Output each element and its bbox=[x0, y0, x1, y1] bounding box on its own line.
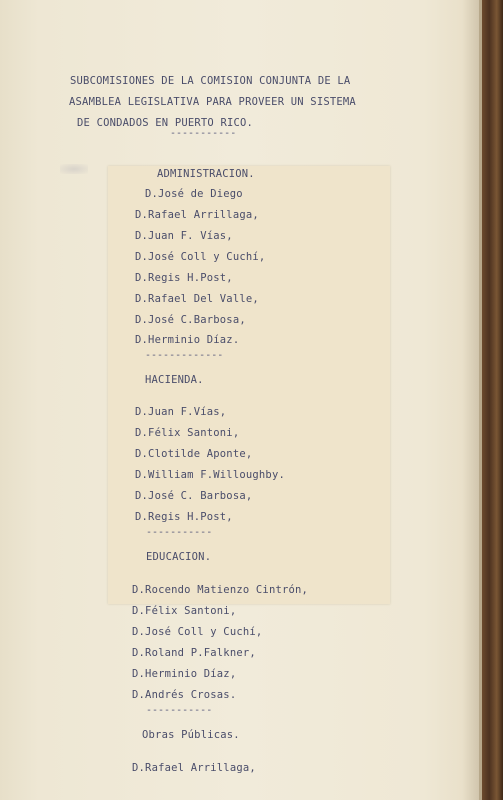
book-binding bbox=[482, 0, 503, 800]
member-line: D.José Coll y Cuchí, bbox=[132, 626, 263, 638]
member-line: D.José Coll y Cuchí, bbox=[135, 251, 266, 263]
member-line: D.Rafael Arrillaga, bbox=[135, 209, 259, 221]
member-line: D.Regis H.Post, bbox=[135, 511, 233, 523]
section-title-educacion: EDUCACION. bbox=[146, 551, 212, 563]
member-line: D.Juan F.Vías, bbox=[135, 406, 227, 418]
section-rule: ------------- bbox=[145, 350, 224, 361]
member-line: D.Herminio Díaz. bbox=[135, 334, 240, 346]
member-line: D.Rafael Arrillaga, bbox=[132, 762, 256, 774]
section-rule: ----------- bbox=[146, 705, 213, 716]
member-line: D.Herminio Díaz, bbox=[132, 668, 237, 680]
member-line: D.Clotilde Aponte, bbox=[135, 448, 253, 460]
member-line: D.José C.Barbosa, bbox=[135, 314, 246, 326]
member-line: D.Roland P.Falkner, bbox=[132, 647, 256, 659]
section-title-hacienda: HACIENDA. bbox=[145, 374, 204, 386]
heading-line-1: SUBCOMISIONES DE LA COMISION CONJUNTA DE LA bbox=[70, 75, 351, 87]
section-title-obras-publicas: Obras Públicas. bbox=[142, 729, 240, 741]
heading-line-3: DE CONDADOS EN PUERTO RICO. bbox=[77, 117, 254, 129]
member-line: D.José de Diego bbox=[145, 188, 243, 200]
member-line: D.Rafael Del Valle, bbox=[135, 293, 259, 305]
heading-line-2: ASAMBLEA LEGISLATIVA PARA PROVEER UN SISTEMA bbox=[69, 96, 356, 108]
member-line: D.Félix Santoni, bbox=[132, 605, 237, 617]
member-line: D.Félix Santoni, bbox=[135, 427, 240, 439]
ink-smudge bbox=[60, 164, 88, 174]
section-title-administracion: ADMINISTRACION. bbox=[157, 168, 255, 180]
member-line: D.Regis H.Post, bbox=[135, 272, 233, 284]
member-line: D.José C. Barbosa, bbox=[135, 490, 253, 502]
section-rule: ----------- bbox=[146, 527, 213, 538]
member-line: D.Rocendo Matienzo Cintrón, bbox=[132, 584, 309, 596]
heading-rule: ----------- bbox=[170, 128, 237, 139]
member-line: D.Juan F. Vías, bbox=[135, 230, 233, 242]
member-line: D.William F.Willoughby. bbox=[135, 469, 285, 481]
member-line: D.Andrés Crosas. bbox=[132, 689, 237, 701]
